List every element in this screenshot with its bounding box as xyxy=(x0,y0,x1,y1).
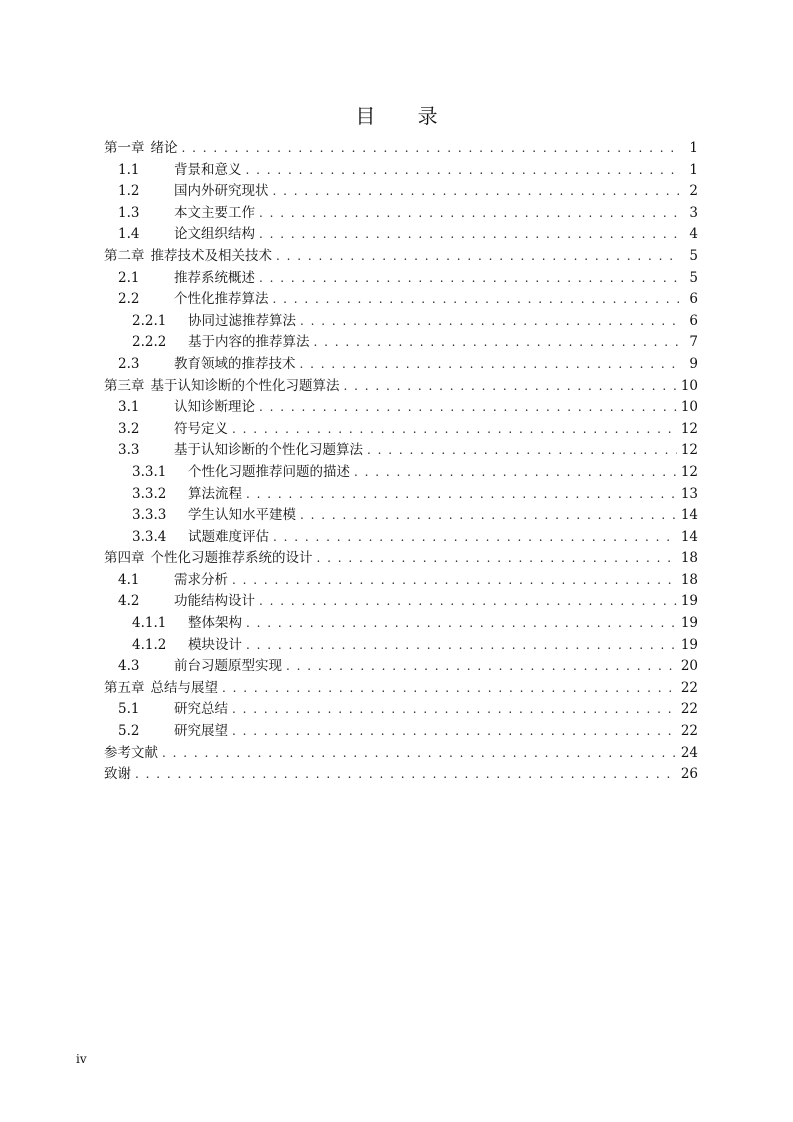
toc-entry-title: 功能结构设计 xyxy=(174,593,255,610)
toc-entry-number: 4.1.2 xyxy=(132,636,167,653)
toc-entry-title: 参考文献 xyxy=(104,744,158,761)
toc-entry-title: 绪论 xyxy=(150,140,178,156)
toc-entry-title: 研究总结 xyxy=(174,701,228,718)
dot-leader xyxy=(273,527,677,549)
dot-leader xyxy=(344,376,677,398)
toc-entry-number: 3.3.1 xyxy=(132,463,167,480)
toc-entry-title: 符号定义 xyxy=(174,420,228,437)
toc-entry-title: 认知诊断理论 xyxy=(174,399,255,416)
toc-entry-page: 22 xyxy=(680,679,698,696)
dot-leader xyxy=(317,548,677,570)
toc-entry[interactable] xyxy=(104,721,698,743)
toc-entry-page: 12 xyxy=(680,463,698,480)
toc-entry-title: 推荐系统概述 xyxy=(174,269,255,286)
toc-entry-page: 20 xyxy=(680,658,698,675)
table-of-contents xyxy=(104,138,698,786)
dot-leader xyxy=(300,505,677,527)
dot-leader xyxy=(232,419,677,441)
toc-entry-number: 4.2 xyxy=(118,593,140,610)
toc-entry-page: 14 xyxy=(680,507,698,524)
dot-leader xyxy=(182,138,681,160)
dot-leader xyxy=(232,570,677,592)
toc-entry-title: 算法流程 xyxy=(188,485,242,502)
toc-entry-title: 基于认知诊断的个性化习题算法 xyxy=(150,377,340,394)
toc-entry-title: 教育领域的推荐技术 xyxy=(174,355,296,372)
toc-entry-number: 4.1.1 xyxy=(132,615,167,632)
toc-entry-title: 个性化推荐算法 xyxy=(174,291,269,308)
toc-entry-number: 3.3.4 xyxy=(132,528,167,545)
toc-entry-page: 2 xyxy=(689,183,698,200)
toc-entry-number: 5.2 xyxy=(118,723,140,740)
dot-leader xyxy=(259,268,680,290)
toc-entry-title: 推荐技术及相关技术 xyxy=(150,247,272,264)
toc-entry[interactable] xyxy=(104,440,698,462)
toc-entry-title: 基于认知诊断的个性化习题算法 xyxy=(174,442,363,459)
toc-entry[interactable] xyxy=(104,203,698,225)
toc-entry-number: 第二章 xyxy=(104,247,145,264)
toc-entry-page: 19 xyxy=(680,636,698,653)
toc-entry-number: 3.2 xyxy=(118,420,140,437)
toc-entry-number: 1.1 xyxy=(118,161,140,178)
page-number: iv xyxy=(76,1052,87,1066)
toc-entry-number: 第四章 xyxy=(104,550,145,567)
toc-entry[interactable] xyxy=(104,764,698,786)
toc-entry-page: 1 xyxy=(689,140,698,156)
toc-entry-number: 第三章 xyxy=(104,377,145,394)
toc-entry-page: 18 xyxy=(680,550,698,567)
toc-entry-title: 本文主要工作 xyxy=(174,204,255,221)
toc-entry-page: 6 xyxy=(689,291,698,308)
toc-entry-number: 4.3 xyxy=(118,658,140,675)
toc-entry[interactable] xyxy=(104,505,698,527)
dot-leader xyxy=(259,224,680,246)
toc-entry[interactable] xyxy=(104,224,698,246)
toc-entry[interactable] xyxy=(104,181,698,203)
toc-entry[interactable] xyxy=(104,548,698,570)
dot-leader xyxy=(276,246,680,268)
toc-entry[interactable] xyxy=(104,246,698,268)
toc-entry-number: 第五章 xyxy=(104,679,145,696)
toc-entry-number: 第一章 xyxy=(104,140,145,156)
toc-entry-title: 学生认知水平建模 xyxy=(188,507,296,524)
dot-leader xyxy=(232,699,677,721)
toc-entry-page: 10 xyxy=(680,377,698,394)
toc-entry[interactable] xyxy=(104,699,698,721)
toc-entry-number: 2.2.1 xyxy=(132,312,167,329)
dot-leader xyxy=(135,764,677,786)
toc-entry-title: 需求分析 xyxy=(174,571,228,588)
toc-entry[interactable] xyxy=(104,462,698,484)
toc-entry-page: 19 xyxy=(680,615,698,632)
toc-entry-title: 致谢 xyxy=(104,766,131,783)
toc-entry[interactable] xyxy=(104,138,698,160)
dot-leader xyxy=(300,354,681,376)
toc-entry[interactable] xyxy=(104,656,698,678)
dot-leader xyxy=(314,332,681,354)
toc-entry-title: 国内外研究现状 xyxy=(174,183,269,200)
toc-entry-number: 4.1 xyxy=(118,571,140,588)
dot-leader xyxy=(273,289,681,311)
toc-entry[interactable] xyxy=(104,743,698,765)
toc-entry-page: 7 xyxy=(689,334,698,351)
toc-entry-page: 3 xyxy=(689,204,698,221)
toc-entry-number: 3.3.3 xyxy=(132,507,167,524)
dot-leader xyxy=(246,160,681,182)
dot-leader xyxy=(300,311,680,333)
toc-entry-page: 18 xyxy=(680,571,698,588)
toc-entry-title: 协同过滤推荐算法 xyxy=(188,312,296,329)
toc-entry-page: 1 xyxy=(689,161,698,178)
toc-entry-number: 1.4 xyxy=(118,226,140,243)
toc-entry-page: 9 xyxy=(689,355,698,372)
toc-entry[interactable] xyxy=(104,268,698,290)
dot-leader xyxy=(246,613,677,635)
toc-entry-title: 个性化习题推荐系统的设计 xyxy=(150,550,313,567)
toc-entry[interactable] xyxy=(104,613,698,635)
dot-leader xyxy=(286,656,677,678)
toc-entry-page: 12 xyxy=(680,420,698,437)
toc-entry-page: 6 xyxy=(689,312,698,329)
toc-entry-page: 5 xyxy=(689,269,698,286)
toc-entry-title: 前台习题原型实现 xyxy=(174,658,282,675)
toc-entry[interactable] xyxy=(104,376,698,398)
dot-leader xyxy=(232,721,677,743)
dot-leader xyxy=(246,484,677,506)
toc-entry-page: 4 xyxy=(689,226,698,243)
toc-entry[interactable] xyxy=(104,635,698,657)
toc-entry-number: 1.3 xyxy=(118,204,140,221)
toc-entry[interactable] xyxy=(104,527,698,549)
toc-entry[interactable] xyxy=(104,419,698,441)
dot-leader xyxy=(259,203,680,225)
toc-entry[interactable] xyxy=(104,354,698,376)
toc-entry-number: 1.2 xyxy=(118,183,140,200)
dot-leader xyxy=(259,591,677,613)
toc-entry-number: 2.2.2 xyxy=(132,334,167,351)
toc-entry-page: 13 xyxy=(680,485,698,502)
toc-entry-page: 19 xyxy=(680,593,698,610)
toc-entry[interactable] xyxy=(104,332,698,354)
toc-entry-title: 个性化习题推荐问题的描述 xyxy=(188,463,350,480)
dot-leader xyxy=(354,462,677,484)
toc-entry-page: 5 xyxy=(689,247,698,264)
dot-leader xyxy=(367,440,677,462)
toc-entry[interactable] xyxy=(104,591,698,613)
toc-entry-number: 5.1 xyxy=(118,701,140,718)
toc-entry-title: 论文组织结构 xyxy=(174,226,255,243)
toc-entry-title: 总结与展望 xyxy=(150,679,218,696)
toc-entry-title: 模块设计 xyxy=(188,636,242,653)
toc-entry-page: 14 xyxy=(680,528,698,545)
toc-entry-number: 2.2 xyxy=(118,291,140,308)
toc-entry[interactable] xyxy=(104,570,698,592)
toc-entry-page: 24 xyxy=(680,744,698,761)
toc-entry-title: 背景和意义 xyxy=(174,161,242,178)
toc-entry-title: 基于内容的推荐算法 xyxy=(188,334,310,351)
dot-leader xyxy=(162,743,677,765)
toc-entry-number: 3.1 xyxy=(118,399,140,416)
toc-entry[interactable] xyxy=(104,311,698,333)
toc-entry-title: 试题难度评估 xyxy=(188,528,269,545)
toc-entry-number: 3.3 xyxy=(118,442,140,459)
dot-leader xyxy=(246,635,677,657)
toc-entry-page: 22 xyxy=(680,723,698,740)
toc-entry[interactable] xyxy=(104,678,698,700)
dot-leader xyxy=(273,181,681,203)
toc-entry-number: 2.3 xyxy=(118,355,140,372)
toc-entry[interactable] xyxy=(104,484,698,506)
toc-entry-number: 2.1 xyxy=(118,269,140,286)
toc-entry-page: 26 xyxy=(680,766,698,783)
dot-leader xyxy=(222,678,677,700)
toc-entry[interactable] xyxy=(104,160,698,182)
toc-entry[interactable] xyxy=(104,289,698,311)
toc-entry-page: 22 xyxy=(680,701,698,718)
toc-entry-title: 整体架构 xyxy=(188,615,242,632)
dot-leader xyxy=(259,397,677,419)
toc-entry-number: 3.3.2 xyxy=(132,485,167,502)
toc-entry-page: 12 xyxy=(680,442,698,459)
page-title: 目 录 xyxy=(355,104,456,128)
toc-entry-title: 研究展望 xyxy=(174,723,228,740)
toc-entry[interactable] xyxy=(104,397,698,419)
toc-entry-page: 10 xyxy=(680,399,698,416)
